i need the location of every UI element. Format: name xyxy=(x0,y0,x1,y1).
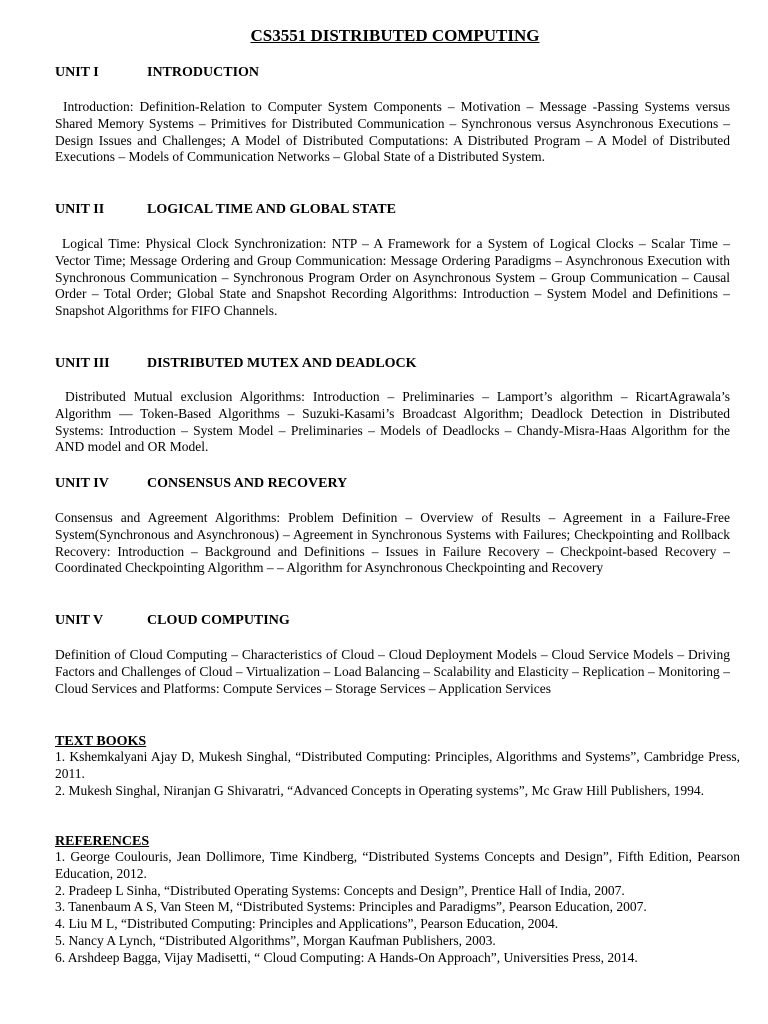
unit-5-number: UNIT V xyxy=(55,613,104,628)
text-books-list xyxy=(55,749,740,799)
unit-5-title: CLOUD COMPUTING xyxy=(147,613,290,628)
unit-3-heading xyxy=(55,355,417,372)
list-item: 1. Kshemkalyani Ajay D, Mukesh Singhal, “Distributed Computing: Principles, Algorithms and Systems”, Cambridge Press, 2011. xyxy=(55,749,740,781)
unit-2-title: LOGICAL TIME AND GLOBAL STATE xyxy=(147,202,396,217)
text-books-heading: TEXT BOOKS xyxy=(55,734,147,749)
unit-1-content: Introduction: Definition-Relation to Computer System Components – Motivation – Message -Passing Systems versus Shared Memory Systems – Primitives for Distributed Communication – Synchronous versus Asynchronous Executions – Design Issues and Challenges; A Model of Distributed Computations: A Distributed Program – A Model of Distributed Executions – Models of Communication Networks – Global State of a Distributed System. xyxy=(55,99,730,165)
unit-2-heading xyxy=(55,201,396,218)
unit-3-title: DISTRIBUTED MUTEX AND DEADLOCK xyxy=(147,356,417,371)
references-heading: REFERENCES xyxy=(55,834,150,849)
list-item: 4. Liu M L, “Distributed Computing: Principles and Applications”, Pearson Education, 2004. xyxy=(55,916,559,932)
references-list xyxy=(55,849,740,967)
unit-1-title: INTRODUCTION xyxy=(147,65,260,80)
page-title: CS3551 DISTRIBUTED COMPUTING xyxy=(250,26,540,45)
unit-4-content: Consensus and Agreement Algorithms: Problem Definition – Overview of Results – Agreement in a Failure-Free System(Synchronous and Asynchronous) – Agreement in Synchronous Systems with Failures; Checkpointing and Rollback Recovery: Introduction – Background and Definitions – Issues in Failure Recovery – Checkpoint-based Recovery – Coordinated Checkpointing Algorithm – – Algorithm for Asynchronous Checkpointing and Recovery xyxy=(55,510,730,576)
unit-4-heading xyxy=(55,475,347,492)
list-item: 2. Pradeep L Sinha, “Distributed Operating Systems: Concepts and Design”, Prentice Hall of India, 2007. xyxy=(55,882,625,898)
unit-1-heading xyxy=(55,64,259,81)
list-item: 5. Nancy A Lynch, “Distributed Algorithms”, Morgan Kaufman Publishers, 2003. xyxy=(55,932,496,948)
list-item: 3. Tanenbaum A S, Van Steen M, “Distributed Systems: Principles and Paradigms”, Pearson Education, 2007. xyxy=(55,899,647,915)
list-item: 2. Mukesh Singhal, Niranjan G Shivaratri, “Advanced Concepts in Operating systems”, Mc Graw Hill Publishers, 1994. xyxy=(55,782,705,798)
unit-3-number: UNIT III xyxy=(55,356,110,371)
unit-3-content: Distributed Mutual exclusion Algorithms: Introduction – Preliminaries – Lamport’s algorithm – RicartAgrawala’s Algorithm –– Token-Based Algorithms – Suzuki-Kasami’s Broadcast Algorithm; Deadlock Detection in Distributed Systems: Introduction – System Model – Preliminaries – Models of Deadlocks – Chandy-Misra-Haas Algorithm for the AND model and OR Model. xyxy=(55,389,730,455)
unit-4-number: UNIT IV xyxy=(55,476,109,491)
unit-1-number: UNIT I xyxy=(55,65,99,80)
unit-5-content: Definition of Cloud Computing – Characteristics of Cloud – Cloud Deployment Models – Cloud Service Models – Driving Factors and Challenges of Cloud – Virtualization – Load Balancing – Scalability and Elasticity – Replication – Monitoring – Cloud Services and Platforms: Compute Services – Storage Services – Application Services xyxy=(55,647,730,696)
list-item: 1. George Coulouris, Jean Dollimore, Time Kindberg, “Distributed Systems Concepts and Design”, Fifth Edition, Pearson Education, 2012. xyxy=(55,849,740,881)
unit-2-number: UNIT II xyxy=(55,202,105,217)
unit-4-title: CONSENSUS AND RECOVERY xyxy=(147,476,348,491)
list-item: 6. Arshdeep Bagga, Vijay Madisetti, “ Cloud Computing: A Hands-On Approach”, Universities Press, 2014. xyxy=(55,949,638,965)
unit-5-heading xyxy=(55,612,290,629)
unit-2-content: Logical Time: Physical Clock Synchronization: NTP – A Framework for a System of Logical Clocks – Scalar Time – Vector Time; Message Ordering and Group Communication: Message Ordering Paradigms – Asynchronous Execution with Synchronous Communication – Synchronous Program Order on Asynchronous System – Group Communication – Causal Order – Total Order; Global State and Snapshot Recording Algorithms: Introduction – System Model and Definitions – Snapshot Algorithms for FIFO Channels. xyxy=(55,236,730,319)
